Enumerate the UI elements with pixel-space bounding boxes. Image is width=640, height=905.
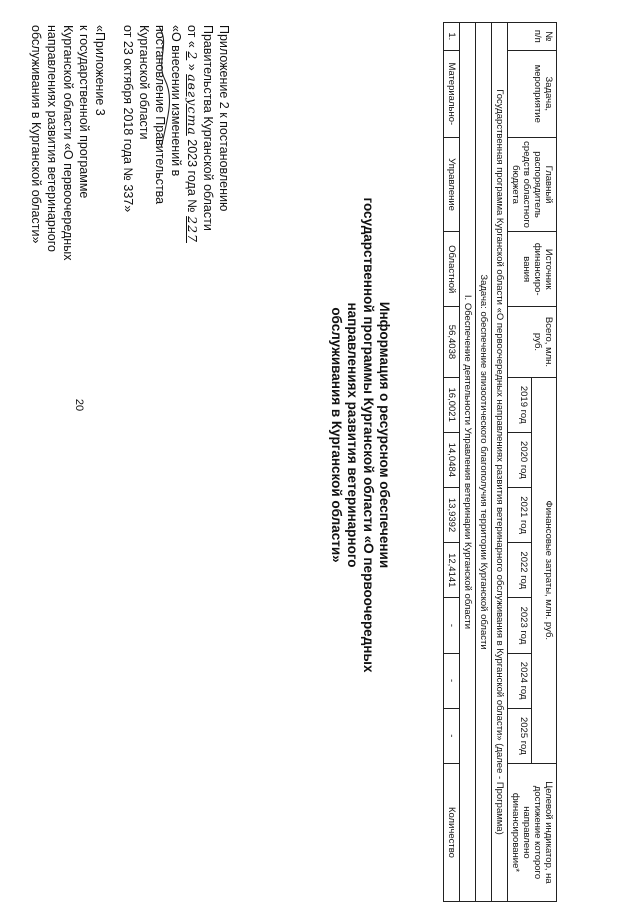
document-title [328, 155, 392, 715]
row-value: 12,4141 [444, 543, 460, 598]
header-total: Всего, млн. руб. [508, 307, 557, 377]
title-line-2: государственной программы Курганской области «О первоочередных направлениях развития ветеринарного [345, 197, 376, 673]
appendix-sub-3: Курганской области «О первоочередных [61, 25, 75, 261]
row-value: 16,0021 [444, 377, 460, 432]
title-line-1: Информация о ресурсном обеспечении [377, 301, 392, 569]
header-row-1 [532, 23, 557, 902]
row-value: - [444, 708, 460, 763]
header-year: 2019 год [508, 377, 533, 432]
date-year-text: 2023 года № [185, 139, 199, 213]
date-number: 227 [185, 216, 200, 243]
appendix-date-line [184, 25, 200, 325]
appendix-line-5: постановление Правительства [153, 25, 167, 205]
appendix-line-1: Приложение 2 к постановлению [217, 25, 231, 212]
header-year: 2023 год [508, 598, 533, 653]
header-year: 2021 год [508, 487, 533, 542]
task-row [476, 23, 492, 902]
appendix-sub-4: направлениях развития ветеринарного [45, 25, 59, 252]
table-row [444, 23, 460, 902]
title-line-3: обслуживания в Курганской области» [329, 307, 344, 563]
section-row [460, 23, 476, 902]
header-num: № п/п [508, 23, 557, 51]
date-mid: » [185, 63, 199, 71]
header-year: 2025 год [508, 708, 533, 763]
appendix-sub-2: к государственной программе [77, 25, 91, 199]
row-value: 14,0484 [444, 432, 460, 487]
header-year: 2024 год [508, 653, 533, 708]
appendix-line-2: Правительства Курганской области [201, 25, 215, 231]
appendix-line-7: от 23 октября 2018 года № 337» [121, 25, 135, 213]
row-value: 13,9392 [444, 487, 460, 542]
header-task: Задача, мероприятие [508, 50, 557, 137]
row-distributor: Управление [444, 138, 460, 232]
page-number: 20 [73, 398, 85, 412]
resource-table [443, 22, 557, 902]
header-year: 2022 год [508, 543, 533, 598]
row-total: 56,4038 [444, 307, 460, 377]
row-value: - [444, 653, 460, 708]
date-month: августа [185, 74, 200, 136]
appendix-block [28, 25, 232, 325]
signature-scribble-icon [154, 21, 172, 156]
date-prefix: от « [185, 25, 199, 48]
header-source: Источник финансиро-вания [508, 232, 557, 307]
appendix-sub-5: обслуживания в Курганской области» [29, 25, 43, 244]
appendix-spacer [108, 25, 120, 325]
header-year: 2020 год [508, 432, 533, 487]
appendix-line-4: «О внесении изменений в [169, 25, 183, 177]
row-source: Областной [444, 232, 460, 307]
appendix-line-6: Курганской области [137, 25, 151, 140]
section-row-text: I. Обеспечение деятельности Управления ветеринарии Курганской области [460, 23, 476, 902]
program-row-text: Государственная программа Курганской области «О первоочередных направлениях развития ветеринарного обслуживания в Курганской области» (далее - Программа) [492, 23, 508, 902]
header-indicator: Целевой индикатор, на достижение которого направлено финансирование* [508, 763, 557, 901]
row-num: 1. [444, 23, 460, 51]
appendix-sub-1: «Приложение 3 [93, 25, 107, 116]
date-day: 2 [185, 51, 200, 61]
row-task: Материально- [444, 50, 460, 137]
header-financing: Финансовые затраты, млн. руб. [532, 377, 557, 763]
row-indicator: Количество [444, 763, 460, 901]
header-distributor: Главный распорядитель средств областного бюджета [508, 138, 557, 232]
row-value: - [444, 598, 460, 653]
task-row-text: Задача: обеспечение эпизоотического благополучия территории Курганской области [476, 23, 492, 902]
program-row [492, 23, 508, 902]
